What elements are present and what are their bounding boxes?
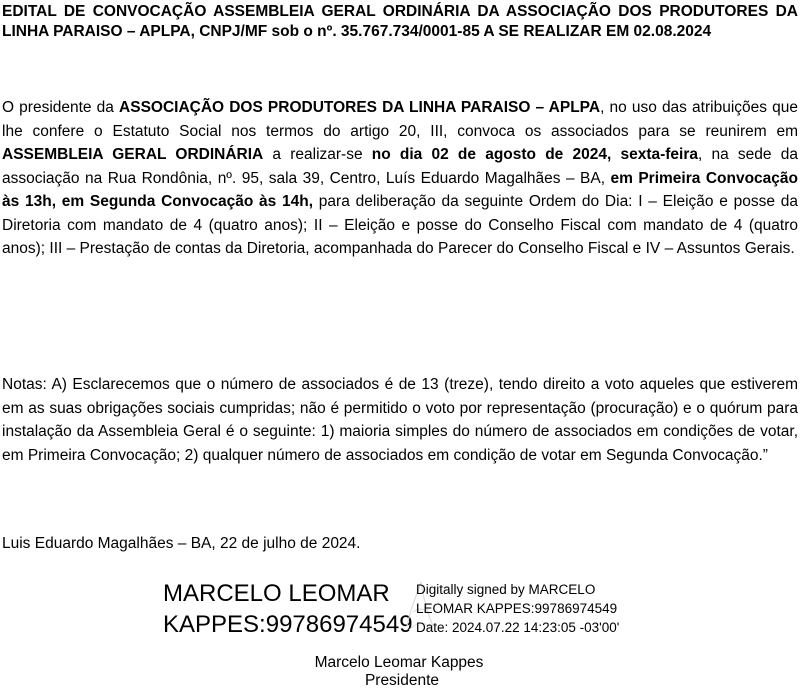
signature-details	[416, 580, 619, 637]
para1-text-5: para deliberação da seguinte Ordem do Dia: I – Eleição e posse da Diretoria com mandato de 4 (quatro anos); II – Eleição e posse do Conselho Fiscal com mandato de 4 (quatro anos); III – Prestação de contas da Diretoria, acompanhada do Parecer do Conselho Fiscal e IV – Assuntos Gerais.	[2, 193, 798, 257]
place-date: Luis Eduardo Magalhães – BA, 22 de julho de 2024.	[2, 535, 361, 552]
signature-detail-1: Digitally signed by MARCELO	[416, 582, 596, 597]
notes-paragraph: Notas: A) Esclarecemos que o número de associados é de 13 (treze), tendo direito a voto aqueles que estiverem em as suas obrigações sociais cumpridas; não é permitido o voto por representação (procuração) e o quórum para instalação da Assembleia Geral é o seguinte: 1) maioria simples do número de associados em condições de votar, em Primeira Convocação; 2) qualquer número de associados em condição de votar em Segunda Convocação.”	[2, 376, 798, 464]
para1-text-3: a realizar-se	[263, 146, 372, 163]
digital-signature	[163, 578, 683, 638]
para1-text-4: , na sede da associação na Rua Rondônia, nº. 95, sala 39, Centro, Luís Eduardo Magalhães – BA,	[2, 146, 798, 187]
assembly-date: no dia 02 de agosto de 2024, sexta-feira	[371, 146, 698, 163]
signature-detail-3: Date: 2024.07.22 14:23:05 -03'00'	[416, 620, 620, 635]
signature-detail-2: LEOMAR KAPPES:99786974549	[416, 601, 618, 616]
convocation-paragraph	[2, 96, 798, 261]
para1-text-1: O presidente da	[2, 99, 120, 116]
signer-name-line-1: MARCELO LEOMAR	[163, 580, 390, 607]
signer-name	[163, 578, 413, 640]
printed-signer-name: Marcelo Leomar Kappes	[314, 654, 484, 671]
association-name: ASSOCIAÇÃO DOS PRODUTORES DA LINHA PARAISO – APLPA	[119, 99, 601, 116]
signer-name-line-2: KAPPES:99786974549	[163, 611, 413, 638]
para1-text-2: , no uso das atribuições que lhe confere o Estatuto Social nos termos do artigo 20, III, convoca os associados para se reunirem em	[2, 99, 798, 140]
assembly-type: ASSEMBLEIA GERAL ORDINÁRIA	[2, 146, 264, 163]
signer-role: Presidente	[364, 672, 440, 689]
convocation-times: em Primeira Convocação às 13h, em Segunda Convocação às 14h,	[2, 169, 798, 210]
document-title: EDITAL DE CONVOCAÇÃO ASSEMBLEIA GERAL ORDINÁRIA DA ASSOCIAÇÃO DOS PRODUTORES DA LINHA PARAISO – APLPA, CNPJ/MF sob o nº. 35.767.734/0001-85 A SE REALIZAR EM 02.08.2024	[2, 3, 798, 40]
